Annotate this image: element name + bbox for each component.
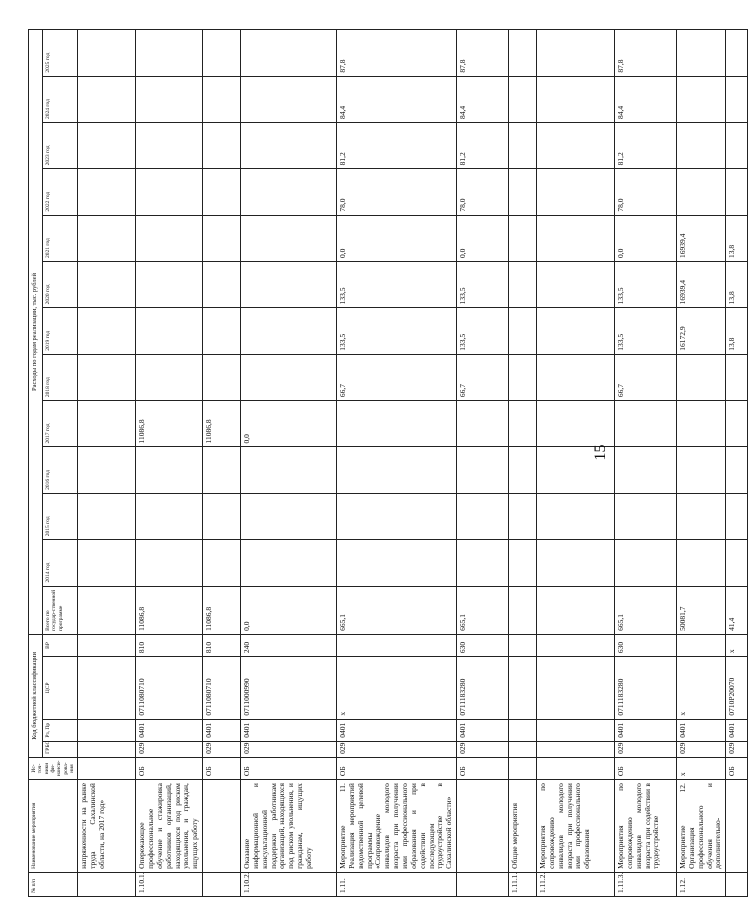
grbs-code — [78, 741, 136, 757]
funding-source: ОБ — [241, 757, 337, 779]
vr-code — [509, 634, 537, 656]
year-amount — [509, 447, 537, 493]
year-amount — [203, 262, 241, 308]
measure-name: напряженности на рынке труда Сахалинской области, на 2017 год» — [78, 780, 136, 873]
header-year: 2019 год — [43, 308, 78, 354]
year-amount — [203, 76, 241, 122]
year-amount — [136, 215, 203, 261]
year-amount — [203, 354, 241, 400]
measure-name: Оказание информационной и консультационной поддержки работникам организаций, находящихся под риском увольнения, и гражданам, ищущих работу — [241, 780, 337, 873]
year-amount: 11086,8 — [203, 401, 241, 447]
year-amount: 0,0 — [337, 215, 457, 261]
year-amount — [457, 540, 509, 586]
table-row — [726, 30, 748, 897]
year-amount — [337, 540, 457, 586]
year-amount — [509, 354, 537, 400]
year-amount — [337, 447, 457, 493]
csr-code: 0711080710 — [136, 657, 203, 719]
year-amount — [78, 76, 136, 122]
table-body — [78, 30, 748, 897]
year-amount: 133,5 — [337, 262, 457, 308]
year-amount — [726, 122, 748, 168]
year-amount — [78, 30, 136, 77]
header-source: Ис-точ-ники фи-нанси-рова-ния — [29, 757, 78, 779]
vr-code: 240 — [241, 634, 337, 656]
year-amount — [241, 169, 337, 215]
grbs-code: 029 — [241, 741, 337, 757]
year-amount — [241, 540, 337, 586]
year-amount — [337, 401, 457, 447]
csr-code — [78, 657, 136, 719]
table-row — [457, 30, 509, 897]
header-year: 2014 год — [43, 540, 78, 586]
year-amount — [203, 540, 241, 586]
measure-name: Мероприятия по сопровождению инвалидов молодого возраста при получении ими профессионального образования — [537, 780, 615, 873]
year-amount — [78, 493, 136, 539]
year-amount — [677, 30, 726, 77]
grbs-code: 029 — [136, 741, 203, 757]
vr-code — [677, 634, 726, 656]
total-amount: 0,0 — [241, 586, 337, 634]
total-amount: 41,4 — [726, 586, 748, 634]
page-number: 15 — [592, 444, 609, 461]
vr-code: x — [726, 634, 748, 656]
year-amount — [203, 308, 241, 354]
vr-code — [78, 634, 136, 656]
year-amount: 0,0 — [241, 401, 337, 447]
year-amount — [78, 401, 136, 447]
year-amount: 78,0 — [457, 169, 509, 215]
year-amount — [203, 122, 241, 168]
measure-name: Общие мероприятия — [509, 780, 537, 873]
year-amount — [726, 354, 748, 400]
year-amount — [241, 30, 337, 77]
year-amount: 0,0 — [615, 215, 677, 261]
year-amount — [726, 447, 748, 493]
row-number — [203, 872, 241, 896]
year-amount: 84,4 — [457, 76, 509, 122]
header-year: 2018 год — [43, 354, 78, 400]
year-amount — [241, 122, 337, 168]
year-amount: 84,4 — [615, 76, 677, 122]
year-amount: 66,7 — [337, 354, 457, 400]
funding-source: ОБ — [726, 757, 748, 779]
total-amount — [78, 586, 136, 634]
year-amount — [241, 215, 337, 261]
year-amount — [726, 30, 748, 77]
grbs-code: 029 — [615, 741, 677, 757]
year-amount — [677, 122, 726, 168]
year-amount: 13,8 — [726, 262, 748, 308]
csr-code: 0711080710 — [203, 657, 241, 719]
year-amount — [203, 215, 241, 261]
table-row — [203, 30, 241, 897]
year-amount: 13,8 — [726, 215, 748, 261]
year-amount — [677, 493, 726, 539]
year-amount: 87,8 — [457, 30, 509, 77]
year-amount — [677, 76, 726, 122]
table-row — [78, 30, 136, 897]
year-amount — [136, 262, 203, 308]
csr-code: 0711183280 — [457, 657, 509, 719]
header-bk-group: Код бюджетной классификации — [29, 634, 43, 757]
year-amount: 84,4 — [337, 76, 457, 122]
row-number — [726, 872, 748, 896]
year-amount — [241, 262, 337, 308]
header-total: Всего по государ-ственной программе — [43, 586, 78, 634]
funding-source — [78, 757, 136, 779]
year-amount — [509, 169, 537, 215]
year-amount — [136, 122, 203, 168]
row-number: 1.12. — [677, 872, 726, 896]
year-amount: 13,8 — [726, 308, 748, 354]
rzpr-code: 0401 — [615, 719, 677, 741]
grbs-code: 029 — [677, 741, 726, 757]
year-amount — [136, 354, 203, 400]
year-amount — [677, 401, 726, 447]
year-amount — [615, 540, 677, 586]
year-amount: 78,0 — [337, 169, 457, 215]
year-amount: 81,2 — [615, 122, 677, 168]
year-amount — [136, 540, 203, 586]
row-number — [78, 872, 136, 896]
measure-name: Мероприятие 12. Организация профессионального обучения и дополнительно- — [677, 780, 726, 873]
year-amount — [78, 354, 136, 400]
row-number — [457, 872, 509, 896]
header-rzpr: Рз, Пр — [43, 719, 78, 741]
year-amount — [337, 493, 457, 539]
year-amount — [509, 540, 537, 586]
year-amount — [241, 354, 337, 400]
year-amount: 0,0 — [457, 215, 509, 261]
year-amount: 16939,4 — [677, 262, 726, 308]
row-number: 1.11.3. — [615, 872, 677, 896]
year-amount — [241, 493, 337, 539]
table-row — [241, 30, 337, 897]
year-amount — [457, 447, 509, 493]
year-amount — [615, 401, 677, 447]
budget-table — [28, 29, 748, 897]
vr-code: 630 — [615, 634, 677, 656]
year-amount — [457, 401, 509, 447]
measure-name: Опережающее профессиональное обучение и стажировка работников организаций, находящихся под риском увольнения, и граждан, ищущих работу — [136, 780, 203, 873]
table-row — [509, 30, 537, 897]
table-row — [677, 30, 726, 897]
header-year: 2021 год — [43, 215, 78, 261]
year-amount — [203, 169, 241, 215]
year-amount — [726, 76, 748, 122]
year-amount — [203, 447, 241, 493]
year-amount — [509, 262, 537, 308]
measure-name — [203, 780, 241, 873]
year-amount — [136, 169, 203, 215]
year-amount — [241, 447, 337, 493]
row-number: 1.10.2. — [241, 872, 337, 896]
funding-source: ОБ — [337, 757, 457, 779]
year-amount — [78, 262, 136, 308]
year-amount: 16939,4 — [677, 215, 726, 261]
year-amount: 133,5 — [615, 308, 677, 354]
year-amount — [509, 30, 537, 77]
grbs-code: 029 — [203, 741, 241, 757]
header-grbs: ГРБС — [43, 741, 78, 757]
year-amount — [509, 122, 537, 168]
vr-code: 810 — [203, 634, 241, 656]
csr-code: 0710P20070 — [726, 657, 748, 719]
total-amount: 11086,8 — [203, 586, 241, 634]
table-row — [136, 30, 203, 897]
year-amount — [136, 447, 203, 493]
header-year: 2020 год — [43, 262, 78, 308]
year-amount — [203, 493, 241, 539]
vr-code — [337, 634, 457, 656]
header-year: 2024 год — [43, 76, 78, 122]
csr-code: 0711000990 — [241, 657, 337, 719]
year-amount: 66,7 — [457, 354, 509, 400]
year-amount — [509, 76, 537, 122]
rzpr-code: 0401 — [457, 719, 509, 741]
vr-code: 630 — [457, 634, 509, 656]
csr-code — [509, 657, 537, 719]
grbs-code: 029 — [726, 741, 748, 757]
year-amount — [509, 401, 537, 447]
year-amount: 66,7 — [615, 354, 677, 400]
year-amount — [136, 308, 203, 354]
year-amount — [677, 447, 726, 493]
year-amount — [136, 493, 203, 539]
measure-name — [726, 780, 748, 873]
year-amount — [509, 493, 537, 539]
year-amount — [241, 308, 337, 354]
measure-name: Мероприятия по сопровождению инвалидов молодого возраста при содействии в трудоустройстве — [615, 780, 677, 873]
year-amount: 133,5 — [457, 308, 509, 354]
year-amount: 133,5 — [615, 262, 677, 308]
grbs-code — [509, 741, 537, 757]
csr-code: 0711183280 — [615, 657, 677, 719]
header-year: 2022 год — [43, 169, 78, 215]
rzpr-code: 0401 — [726, 719, 748, 741]
year-amount: 16172,9 — [677, 308, 726, 354]
header-vr: ВР — [43, 634, 78, 656]
header-year: 2023 год — [43, 122, 78, 168]
year-amount: 133,5 — [457, 262, 509, 308]
year-amount — [677, 354, 726, 400]
rzpr-code — [78, 719, 136, 741]
header-year: 2015 год — [43, 493, 78, 539]
grbs-code: 029 — [337, 741, 457, 757]
year-amount: 87,8 — [337, 30, 457, 77]
funding-source: ОБ — [457, 757, 509, 779]
year-amount: 87,8 — [615, 30, 677, 77]
total-amount: 665,1 — [457, 586, 509, 634]
rzpr-code: 0401 — [136, 719, 203, 741]
year-amount — [726, 493, 748, 539]
grbs-code: 029 — [457, 741, 509, 757]
total-amount: 665,1 — [615, 586, 677, 634]
header-csr: ЦСР — [43, 657, 78, 719]
header-year: 2025 год — [43, 30, 78, 77]
year-amount — [78, 447, 136, 493]
header-expenses-group: Расходы по годам реализации, тыс. рублей — [29, 30, 43, 635]
row-number: 1.10.1. — [136, 872, 203, 896]
table-row — [337, 30, 457, 897]
header-year: 2016 год — [43, 447, 78, 493]
year-amount — [726, 169, 748, 215]
total-amount: 665,1 — [337, 586, 457, 634]
year-amount — [677, 540, 726, 586]
table-row — [615, 30, 677, 897]
measure-name: Мероприятие 11. Реализация мероприятий ведомственной целевой программы «Сопровождение инвалидов молодого возраста при получении ими профессионального образования и при содействии в последующем трудоустройстве в Сахалинской области» — [337, 780, 457, 873]
year-amount — [78, 122, 136, 168]
rzpr-code — [509, 719, 537, 741]
year-amount — [136, 30, 203, 77]
year-amount — [457, 493, 509, 539]
year-amount — [78, 540, 136, 586]
funding-source — [509, 757, 537, 779]
header-name: Наименование мероприятия — [29, 780, 78, 873]
rzpr-code: 0401 — [337, 719, 457, 741]
rzpr-code: 0401 — [677, 719, 726, 741]
year-amount — [726, 540, 748, 586]
year-amount — [136, 76, 203, 122]
year-amount — [78, 308, 136, 354]
funding-source: x — [677, 757, 726, 779]
year-amount — [78, 215, 136, 261]
year-amount: 81,2 — [337, 122, 457, 168]
rzpr-code: 0401 — [241, 719, 337, 741]
year-amount — [241, 76, 337, 122]
year-amount — [615, 493, 677, 539]
year-amount: 133,5 — [337, 308, 457, 354]
row-number: 1.11. — [337, 872, 457, 896]
measure-name — [457, 780, 509, 873]
funding-source: ОБ — [203, 757, 241, 779]
year-amount: 81,2 — [457, 122, 509, 168]
vr-code: 810 — [136, 634, 203, 656]
year-amount — [615, 447, 677, 493]
year-amount: 11086,8 — [136, 401, 203, 447]
csr-code: x — [677, 657, 726, 719]
header-num: № п/п — [29, 872, 78, 896]
year-amount — [509, 215, 537, 261]
total-amount — [509, 586, 537, 634]
row-number: 1.11.1. — [509, 872, 537, 896]
csr-code: x — [337, 657, 457, 719]
row-number: 1.11.2. — [537, 872, 615, 896]
year-amount — [78, 169, 136, 215]
rzpr-code: 0401 — [203, 719, 241, 741]
year-amount — [677, 169, 726, 215]
year-amount — [203, 30, 241, 77]
year-amount: 78,0 — [615, 169, 677, 215]
funding-source: ОБ — [615, 757, 677, 779]
total-amount: 50081,7 — [677, 586, 726, 634]
year-amount — [509, 308, 537, 354]
year-amount — [726, 401, 748, 447]
total-amount: 11086,8 — [136, 586, 203, 634]
header-year: 2017 год — [43, 401, 78, 447]
funding-source: ОБ — [136, 757, 203, 779]
